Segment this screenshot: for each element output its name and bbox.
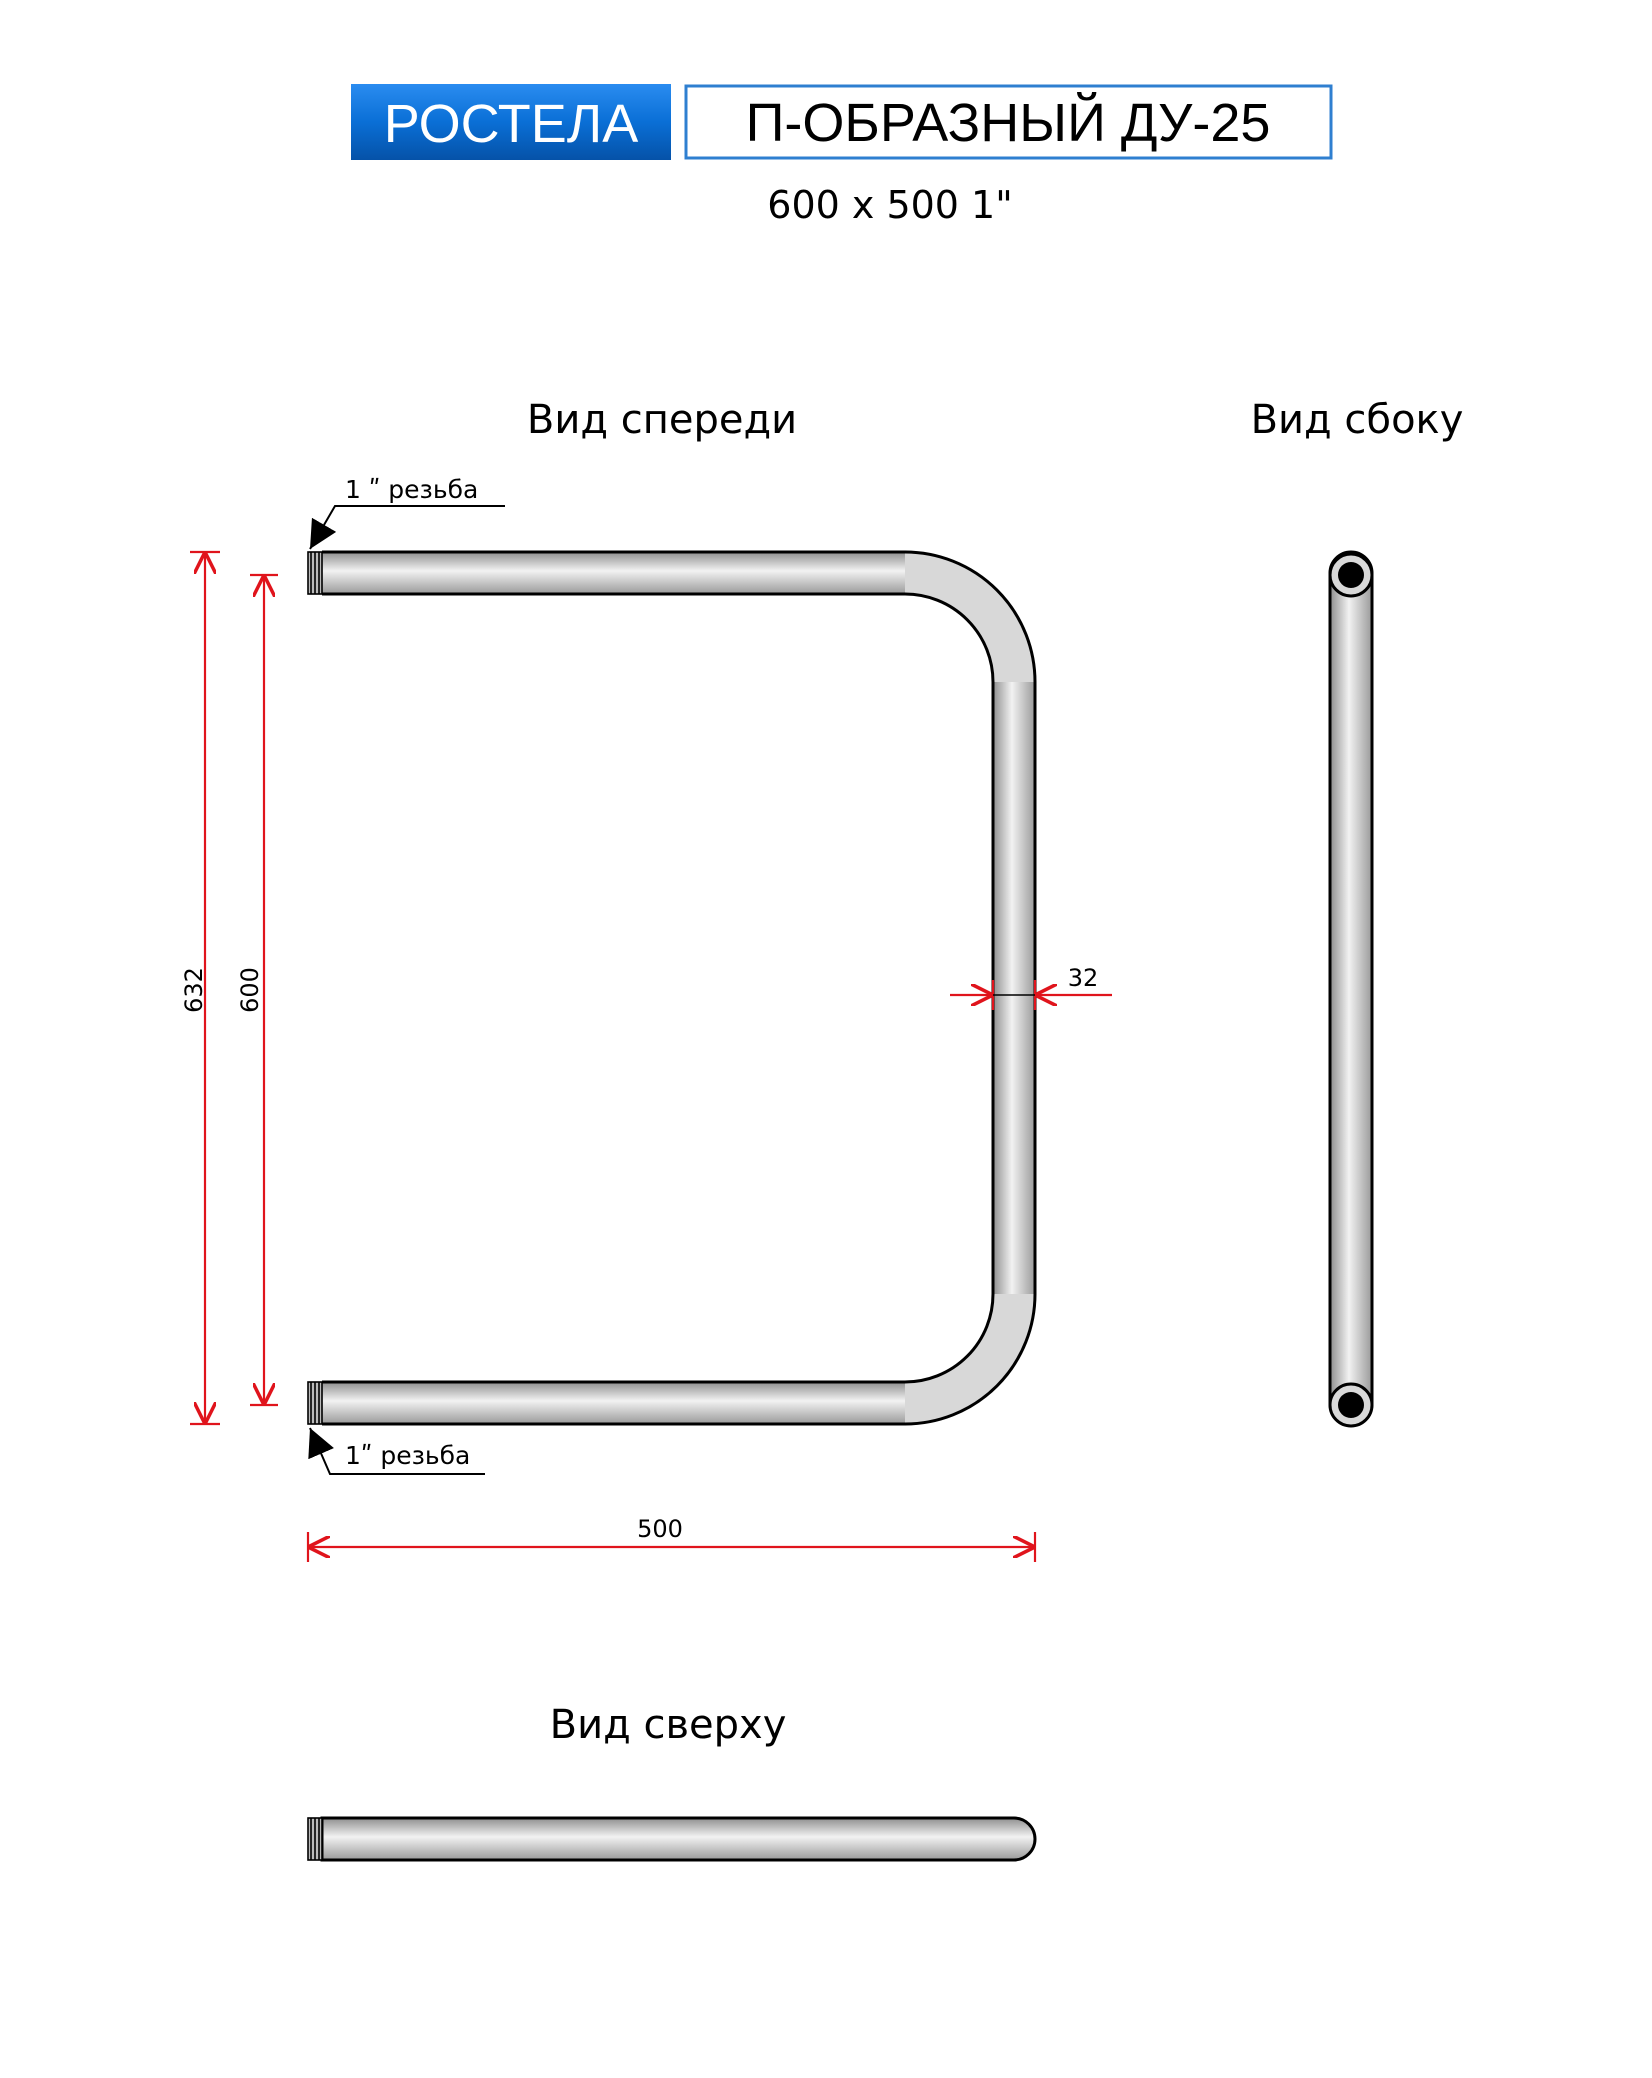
side-view-pipe [1330, 552, 1372, 1426]
dimension-600-label: 600 [236, 967, 264, 1013]
thread-label-top: 1 ʺ резьба [345, 475, 479, 504]
thread-end-top-view [308, 1818, 322, 1860]
size-label: 600 x 500 1" [767, 183, 1013, 227]
brand-name: РОСТЕЛА [383, 94, 639, 154]
front-view-title: Вид спереди [526, 397, 798, 443]
pipe-end-top-hole [1338, 562, 1364, 588]
thread-end-top [308, 552, 322, 594]
thread-label-bottom: 1ʺ резьба [345, 1441, 471, 1470]
dimension-632-label: 632 [180, 967, 208, 1013]
thread-end-bottom [308, 1382, 322, 1424]
brand-badge [351, 84, 671, 160]
thread-callout-top [310, 475, 505, 549]
model-name: П-ОБРАЗНЫЙ ДУ-25 [745, 93, 1271, 153]
top-view-pipe [308, 1818, 1035, 1860]
top-view-title: Вид сверху [549, 1702, 787, 1748]
side-view-title: Вид сбоку [1250, 397, 1464, 443]
dimension-32-label: 32 [1067, 964, 1099, 992]
front-view-pipe [308, 552, 1035, 1424]
thread-callout-bottom [310, 1428, 485, 1474]
dimension-500-label: 500 [637, 1515, 683, 1543]
pipe-end-bottom-hole [1338, 1392, 1364, 1418]
model-badge [686, 86, 1331, 158]
